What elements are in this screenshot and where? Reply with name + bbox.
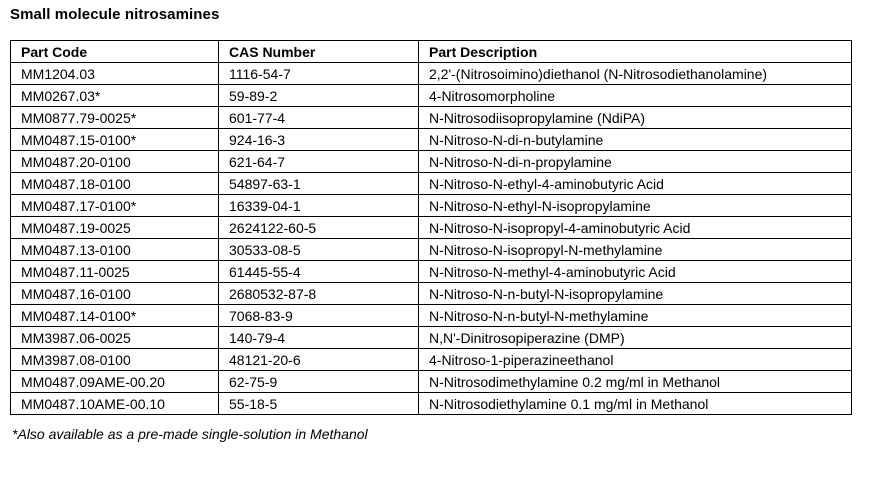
part-code-cell: MM0487.20-0100 [11, 151, 219, 173]
cas-number-cell: 62-75-9 [219, 371, 419, 393]
table-header-row [11, 41, 852, 63]
cas-number-cell: 16339-04-1 [219, 195, 419, 217]
part-code-cell: MM0487.14-0100* [11, 305, 219, 327]
part-description-cell: N-Nitroso-N-ethyl-4-aminobutyric Acid [419, 173, 852, 195]
table-row [11, 195, 852, 217]
cas-number-cell: 601-77-4 [219, 107, 419, 129]
cas-number-cell: 30533-08-5 [219, 239, 419, 261]
part-code-cell: MM0487.16-0100 [11, 283, 219, 305]
table-row [11, 283, 852, 305]
part-code-cell: MM0487.15-0100* [11, 129, 219, 151]
column-header-part-description: Part Description [419, 41, 852, 63]
table-body [11, 63, 852, 415]
part-code-cell: MM0487.10AME-00.10 [11, 393, 219, 415]
table-row [11, 107, 852, 129]
footnote: *Also available as a pre-made single-solution in Methanol [12, 426, 368, 442]
cas-number-cell: 1116-54-7 [219, 63, 419, 85]
cas-number-cell: 59-89-2 [219, 85, 419, 107]
cas-number-cell: 140-79-4 [219, 327, 419, 349]
table-row [11, 261, 852, 283]
table-row [11, 63, 852, 85]
part-description-cell: N-Nitroso-N-di-n-propylamine [419, 151, 852, 173]
part-code-cell: MM1204.03 [11, 63, 219, 85]
table-row [11, 305, 852, 327]
part-code-cell: MM0487.09AME-00.20 [11, 371, 219, 393]
table-row [11, 393, 852, 415]
cas-number-cell: 621-64-7 [219, 151, 419, 173]
cas-number-cell: 55-18-5 [219, 393, 419, 415]
part-description-cell: 2,2'-(Nitrosoimino)diethanol (N-Nitrosodiethanolamine) [419, 63, 852, 85]
table-row [11, 239, 852, 261]
table-row [11, 85, 852, 107]
part-description-cell: N-Nitroso-N-isopropyl-N-methylamine [419, 239, 852, 261]
part-code-cell: MM3987.06-0025 [11, 327, 219, 349]
part-code-cell: MM3987.08-0100 [11, 349, 219, 371]
part-description-cell: N-Nitrosodiethylamine 0.1 mg/ml in Methanol [419, 393, 852, 415]
part-description-cell: N-Nitroso-N-di-n-butylamine [419, 129, 852, 151]
part-description-cell: N-Nitrosodiisopropylamine (NdiPA) [419, 107, 852, 129]
part-description-cell: 4-Nitroso-1-piperazineethanol [419, 349, 852, 371]
table-row [11, 327, 852, 349]
part-code-cell: MM0267.03* [11, 85, 219, 107]
column-header-cas-number: CAS Number [219, 41, 419, 63]
cas-number-cell: 54897-63-1 [219, 173, 419, 195]
cas-number-cell: 7068-83-9 [219, 305, 419, 327]
table-row [11, 129, 852, 151]
table-row [11, 173, 852, 195]
part-code-cell: MM0487.18-0100 [11, 173, 219, 195]
table-row [11, 151, 852, 173]
table-row [11, 217, 852, 239]
nitrosamines-table [10, 40, 852, 415]
column-header-part-code: Part Code [11, 41, 219, 63]
part-description-cell: N-Nitroso-N-n-butyl-N-methylamine [419, 305, 852, 327]
page-title: Small molecule nitrosamines [10, 6, 220, 23]
part-description-cell: N-Nitroso-N-isopropyl-4-aminobutyric Acid [419, 217, 852, 239]
part-description-cell: N,N'-Dinitrosopiperazine (DMP) [419, 327, 852, 349]
part-code-cell: MM0487.17-0100* [11, 195, 219, 217]
part-description-cell: N-Nitroso-N-ethyl-N-isopropylamine [419, 195, 852, 217]
part-code-cell: MM0487.11-0025 [11, 261, 219, 283]
cas-number-cell: 2680532-87-8 [219, 283, 419, 305]
part-description-cell: 4-Nitrosomorpholine [419, 85, 852, 107]
table-row [11, 349, 852, 371]
part-code-cell: MM0487.13-0100 [11, 239, 219, 261]
part-description-cell: N-Nitroso-N-methyl-4-aminobutyric Acid [419, 261, 852, 283]
part-code-cell: MM0877.79-0025* [11, 107, 219, 129]
cas-number-cell: 924-16-3 [219, 129, 419, 151]
part-description-cell: N-Nitrosodimethylamine 0.2 mg/ml in Methanol [419, 371, 852, 393]
table-row [11, 371, 852, 393]
cas-number-cell: 61445-55-4 [219, 261, 419, 283]
part-description-cell: N-Nitroso-N-n-butyl-N-isopropylamine [419, 283, 852, 305]
part-code-cell: MM0487.19-0025 [11, 217, 219, 239]
cas-number-cell: 48121-20-6 [219, 349, 419, 371]
cas-number-cell: 2624122-60-5 [219, 217, 419, 239]
